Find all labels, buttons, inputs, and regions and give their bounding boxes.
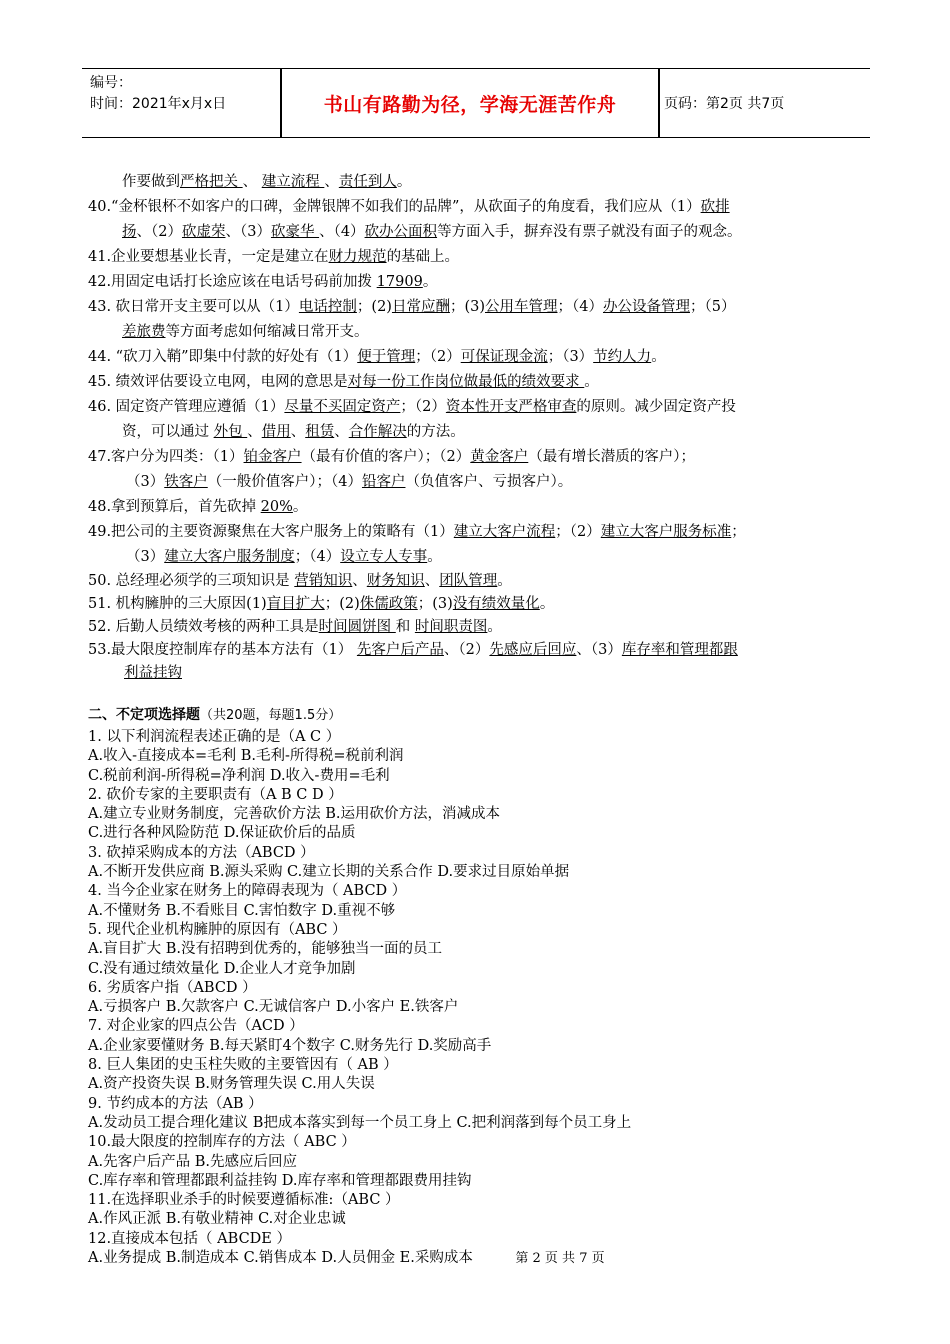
question-line: C.库存率和管理都跟利益挂钩 D.库存率和管理都跟费用挂钩 [88,1172,472,1189]
answer-line: 资，可以通过 外包 、借用、租赁、合作解决的方法。 [122,424,465,440]
section-title: 二、不定项选择题（共20题，每题1.5分） [88,707,342,723]
answer-line: 52. 后勤人员绩效考核的两种工具是时间圆饼图 和 时间职责图。 [88,619,502,635]
document-body [88,170,868,1268]
question-line: 5. 现代企业机构臃肿的原因有（ABC ） [88,921,347,938]
answer-line: 44. “砍刀入鞘”即集中付款的好处有（1）便于管理；（2）可保证现金流；（3）节约人力。 [88,349,666,365]
answer-line: （3）建立大客户服务制度；（4）设立专人专事。 [126,549,442,565]
answer-line: 53.最大限度控制库存的基本方法有（1） 先客户后产品、（2）先感应后回应、（3）库存率和管理都跟 [88,642,738,658]
question-line: 1. 以下利润流程表述正确的是（A C ） [88,729,341,745]
answer-line: 扬、（2）砍虚荣、（3）砍豪华 、（4）砍办公面积等方面入手，摒弃没有票子就没有面子的观念。 [122,224,742,240]
question-line: 8. 巨人集团的史玉柱失败的主要管因有（ AB ） [88,1057,398,1074]
answer-line: 50. 总经理必须学的三项知识是 营销知识、财务知识、团队管理。 [88,573,512,589]
header-divider [658,69,660,137]
question-line: 4. 当今企业家在财务上的障碍表现为（ ABCD ） [88,883,407,900]
header-number: 编号： [90,75,132,91]
question-line: 9. 节约成本的方法（AB ） [88,1095,263,1112]
question-line: 3. 砍掉采购成本的方法（ABCD ） [88,844,315,861]
question-line: 12.直接成本包括（ ABCDE ） [88,1230,291,1247]
answer-line: 作要做到严格把关 、 建立流程 、责任到人。 [122,174,412,190]
question-line: A.收入-直接成本=毛利 B.毛利-所得税=税前利润 [88,748,404,765]
answer-line: 差旅费等方面考虑如何缩减日常开支。 [122,324,369,340]
answer-line: 46. 固定资产管理应遵循（1）尽量不买固定资产；（2）资本性开支严格审查的原则。减少固定资产投 [88,399,736,415]
question-line: A.亏损客户 B.欠款客户 C.无诚信客户 D.小客户 E.铁客户 [88,999,459,1016]
question-line: A.资产投资失误 B.财务管理失误 C.用人失误 [88,1076,375,1093]
question-list [88,728,868,1268]
question-line: A.企业家要懂财务 B.每天紧盯4个数字 C.财务先行 D.奖励高手 [88,1037,492,1054]
question-line: 7. 对企业家的四点公告（ACD ） [88,1018,304,1035]
answer-line: 40.“金杯银杯不如客户的口碑，金牌银牌不如我们的品牌”，从砍面子的角度看，我们应从（1）砍排 [88,199,730,215]
page-footer: 第 2 页 共 7 页 [515,1251,605,1266]
question-line: A.建立专业财务制度，完善砍价方法 B.运用砍价方法，消减成本 [88,806,500,823]
question-line: A.发动员工提合理化建议 B把成本落实到每一个员工身上 C.把利润落到每个员工身上 [88,1114,632,1131]
question-line: 2. 砍价专家的主要职责有（A B C D ） [88,786,343,803]
answer-line: 43. 砍日常开支主要可以从（1）电话控制；(2)日常应酬；(3)公用车管理；（4）办公设备管理；（5） [88,299,736,315]
question-line: A.作风正派 B.有敬业精神 C.对企业忠诚 [88,1211,346,1228]
answer-line: 51. 机构臃肿的三大原因(1)盲目扩大；(2)侏儒政策；(3)没有绩效量化。 [88,596,555,612]
page-header [82,68,870,138]
answer-line: 41.企业要想基业长青，一定是建立在财力规范的基础上。 [88,249,460,265]
header-motto: 书山有路勤为径，学海无涯苦作舟 [323,93,617,116]
question-line: 10.最大限度的控制库存的方法（ ABC ） [88,1134,356,1151]
answer-line: 42.用固定电话打长途应该在电话号码前加拨 17909。 [88,274,438,290]
answer-line: 49.把公司的主要资源聚焦在大客户服务上的策略有（1）建立大客户流程；（2）建立大客户服务标准； [88,524,746,540]
answer-line: 利益挂钩 [124,665,182,681]
question-line: 11.在选择职业杀手的时候要遵循标准:（ABC ） [88,1192,400,1209]
question-line: A.先客户后产品 B.先感应后回应 [88,1153,297,1170]
answer-line: 45. 绩效评估要设立电网，电网的意思是对每一份工作岗位做最低的绩效要求 。 [88,374,599,390]
question-line: 6. 劣质客户指（ABCD ） [88,979,257,996]
question-line: A.盲目扩大 B.没有招聘到优秀的，能够独当一面的员工 [88,941,442,958]
question-line: A.不断开发供应商 B.源头采购 C.建立长期的关系合作 D.要求过目原始单据 [88,864,570,881]
header-page-number: 页码：第2页 共7页 [664,96,785,112]
answer-line: 47.客户分为四类：（1）铂金客户（最有价值的客户）；（2）黄金客户（最有增长潜质的客户）； [88,449,696,465]
header-divider [280,69,282,137]
answer-line: 48.拿到预算后，首先砍掉 20%。 [88,499,308,515]
question-line: A.业务提成 B.制造成本 C.销售成本 D.人员佣金 E.采购成本 [88,1250,473,1267]
question-line: C.税前利润-所得税=净利润 D.收入-费用=毛利 [88,767,390,784]
question-line: C.进行各种风险防范 D.保证砍价后的品质 [88,825,356,842]
answer-line: （3）铁客户（一般价值客户）；（4）铅客户（负值客户、亏损客户）。 [126,474,573,490]
question-line: C.没有通过绩效量化 D.企业人才竞争加剧 [88,960,356,977]
question-line: A.不懂财务 B.不看账目 C.害怕数字 D.重视不够 [88,902,396,919]
header-meta [90,73,280,115]
header-time: 时间：2021年x月x日 [90,96,227,112]
